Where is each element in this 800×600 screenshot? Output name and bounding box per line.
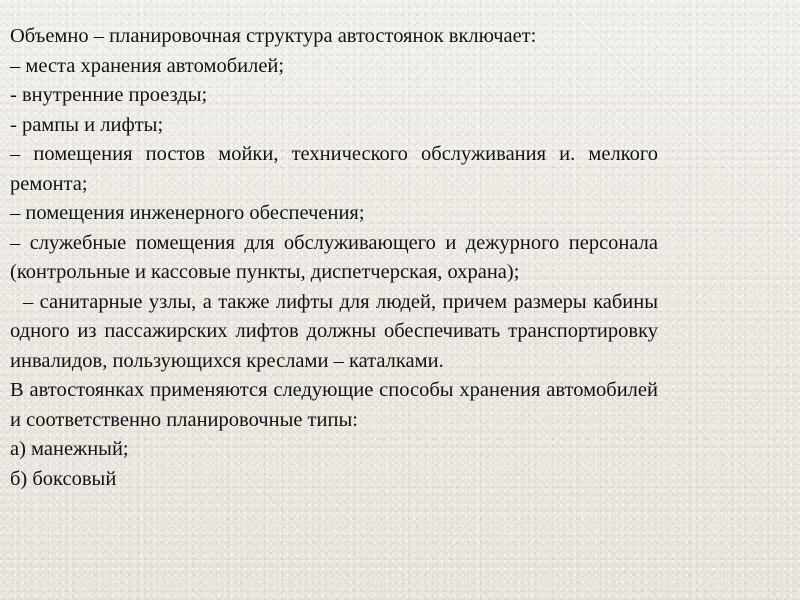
- list-item-ramps-lifts: - рампы и лифты;: [10, 113, 164, 136]
- list-item-service-rooms: – служебные помещения для обслуживающего и дежурного персонала (контрольные и кассовые пункты, диспетчерская, охрана);: [10, 231, 658, 283]
- type-item-box: б) боксовый: [10, 467, 117, 490]
- list-item-sanitary-lifts: – санитарные узлы, а также лифты для людей, причем размеры кабины одного из пассажирских лифтов должны обеспечивать транспортировку инвалидов, пользующихся креслами – каталками.: [10, 290, 658, 372]
- list-item-wash-service: – помещения постов мойки, технического обслуживания и. мелкого ремонта;: [10, 143, 658, 195]
- type-item-manege: а) манежный;: [10, 438, 129, 460]
- intro-line: Объемно – планировочная структура автостоянок включает:: [10, 25, 537, 47]
- list-item-engineering: – помещения инженерного обеспечения;: [10, 202, 365, 224]
- slide-text-body: [10, 22, 658, 494]
- list-item-internal-driveways: - внутренние проезды;: [10, 84, 208, 106]
- closing-paragraph: В автостоянках применяются следующие способы хранения автомобилей и соответственно планировочные типы:: [10, 379, 658, 431]
- list-item-storage: – места хранения автомобилей;: [10, 54, 285, 77]
